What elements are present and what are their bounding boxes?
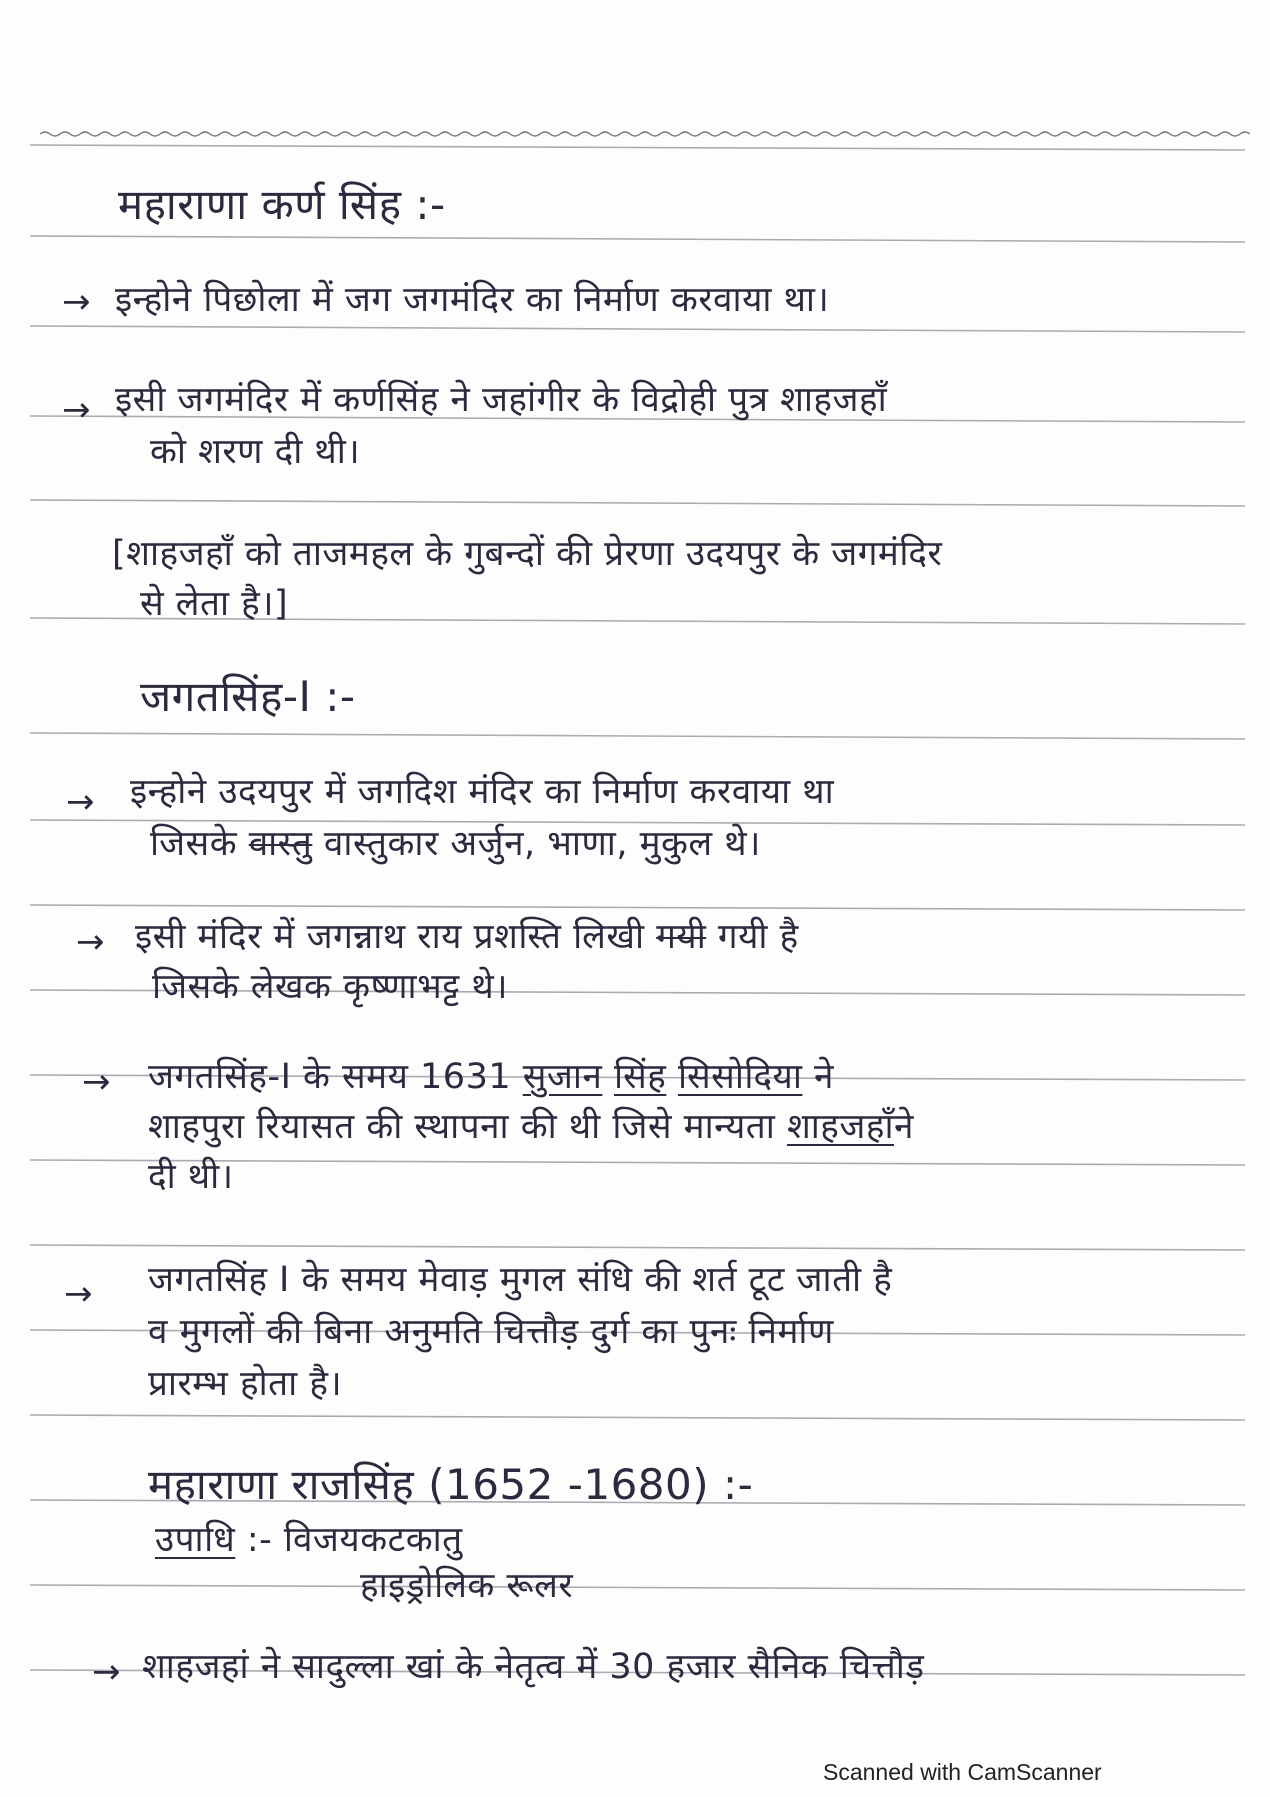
- jagat-point-4-line-2: व मुगलों की बिना अनुमति चित्तौड़ दुर्ग का पुनः निर्माण: [148, 1312, 834, 1352]
- space: [666, 1057, 678, 1097]
- jagat-point-1-line-2: [150, 822, 761, 866]
- arrow-icon: →: [92, 1652, 121, 1692]
- raj-title-line-1: [155, 1518, 463, 1562]
- heading-karan-singh: महाराणा कर्ण सिंह :-: [118, 180, 446, 229]
- jagat-point-4-line-3: प्रारम्भ होता है।: [148, 1364, 343, 1404]
- heading-raj-singh: महाराणा राजसिंह (1652 -1680) :-: [148, 1460, 754, 1509]
- jagat-point-1-pre: जिसके: [150, 824, 249, 864]
- raj-title-sep: :-: [235, 1520, 284, 1560]
- arrow-icon: →: [62, 282, 91, 322]
- arrow-icon: →: [64, 1274, 93, 1314]
- jagat-point-3b-pre: शाहपुरा रियासत की स्थापना की थी जिसे मान्यता: [148, 1107, 787, 1147]
- arrow-icon: →: [62, 390, 91, 430]
- arrow-icon: →: [82, 1062, 111, 1102]
- karan-note-line-1: [शाहजहाँ को ताजमहल के गुबन्दों की प्रेरणा उदयपुर के जगमंदिर: [112, 534, 943, 574]
- jagat-point-2-line-2: जिसके लेखक कृष्णाभट्ट थे।: [152, 967, 509, 1007]
- space: [602, 1057, 614, 1097]
- jagat-point-4-line-1: जगतसिंह I के समय मेवाड़ मुगल संधि की शर्त टूट जाती है: [148, 1260, 893, 1300]
- jagat-point-3-line-2: [148, 1105, 914, 1149]
- jagat-point-3-name-2: सिंह: [614, 1057, 667, 1097]
- arrow-icon: →: [66, 782, 95, 822]
- raj-title-1: विजयकटकातु: [283, 1520, 463, 1560]
- jagat-point-3-line-1: [148, 1055, 834, 1099]
- jagat-point-3-post: ने: [802, 1057, 834, 1097]
- jagat-point-2-pre: इसी मंदिर में जगन्नाथ राय प्रशस्ति लिखी: [135, 917, 657, 957]
- jagat-point-3-name-1: सुजान: [522, 1057, 603, 1097]
- jagat-point-1-line-1: इन्होने उदयपुर में जगदिश मंदिर का निर्माण करवाया था: [130, 772, 835, 812]
- karan-point-2-line-2: को शरण दी थी।: [150, 432, 361, 472]
- jagat-point-3-name-3: सिसोदिया: [677, 1057, 803, 1097]
- jagat-point-1-struck: वास्तु: [248, 824, 313, 864]
- karan-note-line-2: से लेता है।]: [140, 584, 289, 624]
- wavy-top-border: [40, 130, 1250, 138]
- jagat-point-3b-underlined: शाहजहाँ: [786, 1107, 895, 1147]
- jagat-point-3-pre: जगतसिंह-I के समय 1631: [148, 1057, 523, 1097]
- arrow-icon: →: [76, 922, 105, 962]
- heading-jagat-singh: जगतसिंह-I :-: [140, 672, 356, 721]
- raj-title-line-2: हाइड्रोलिक रूलर: [360, 1566, 574, 1606]
- jagat-point-2-line-1: [135, 915, 799, 959]
- karan-point-1: इन्होने पिछोला में जग जगमंदिर का निर्माण करवाया था।: [115, 280, 830, 320]
- raj-title-label: उपाधि: [155, 1520, 236, 1560]
- jagat-point-2-struck: गयी: [656, 917, 707, 957]
- jagat-point-1-post: वास्तुकार अर्जुन, भाणा, मुकुल थे।: [312, 824, 761, 864]
- jagat-point-2-post: गयी है: [706, 917, 799, 957]
- jagat-point-3-line-3: दी थी।: [148, 1157, 234, 1197]
- jagat-point-3b-post: ने: [894, 1107, 914, 1147]
- raj-point-1: शाहजहां ने सादुल्ला खां के नेतृत्व में 30 हजार सैनिक चित्तौड़: [142, 1647, 925, 1687]
- karan-point-2-line-1: इसी जगमंदिर में कर्णसिंह ने जहांगीर के विद्रोही पुत्र शाहजहाँ: [115, 380, 888, 420]
- camscanner-watermark: Scanned with CamScanner: [823, 1759, 1102, 1785]
